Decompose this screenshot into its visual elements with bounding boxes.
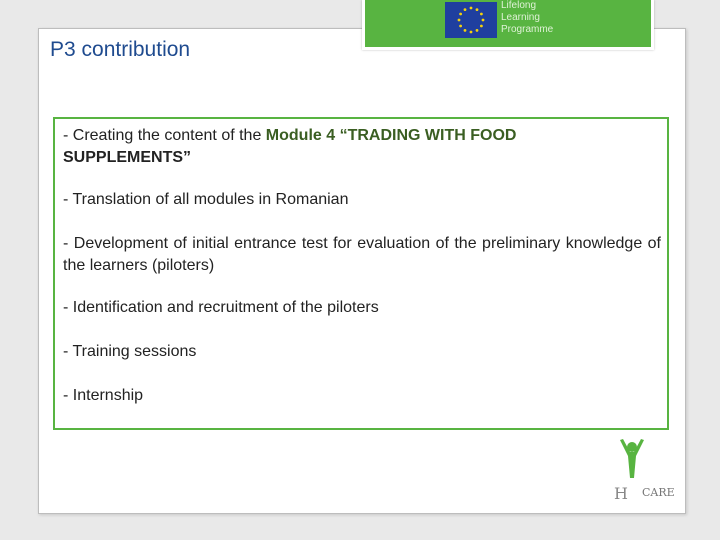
programme-line: Lifelong <box>501 0 537 11</box>
slide-title: P3 contribution <box>50 38 191 61</box>
contribution-list <box>53 117 669 430</box>
programme-line: Programme <box>501 24 554 35</box>
list-item: - Translation of all modules in Romanian <box>63 191 349 208</box>
programme-line: Learning <box>501 12 540 23</box>
hcare-logo <box>608 438 684 508</box>
eu-flag-icon <box>445 2 497 38</box>
lifelong-learning-banner <box>362 0 654 50</box>
module-name: Module 4 “TRADING WITH FOOD <box>265 127 517 144</box>
programme-name <box>501 0 591 36</box>
list-item: - Internship <box>63 387 144 404</box>
list-item-text: - Creating the content of the <box>63 127 266 144</box>
list-item <box>63 125 661 169</box>
list-item: - Development of initial entrance test for evaluation of the preliminary knowledge of the learners (piloters) <box>63 235 661 274</box>
module-name-continuation: SUPPLEMENTS” <box>63 149 192 166</box>
logo-letter-h: H <box>614 484 628 503</box>
logo-word-care: CARE <box>642 486 675 499</box>
figure-icon <box>608 438 684 484</box>
list-item: - Identification and recruitment of the piloters <box>63 299 379 316</box>
list-item: - Training sessions <box>63 343 197 360</box>
